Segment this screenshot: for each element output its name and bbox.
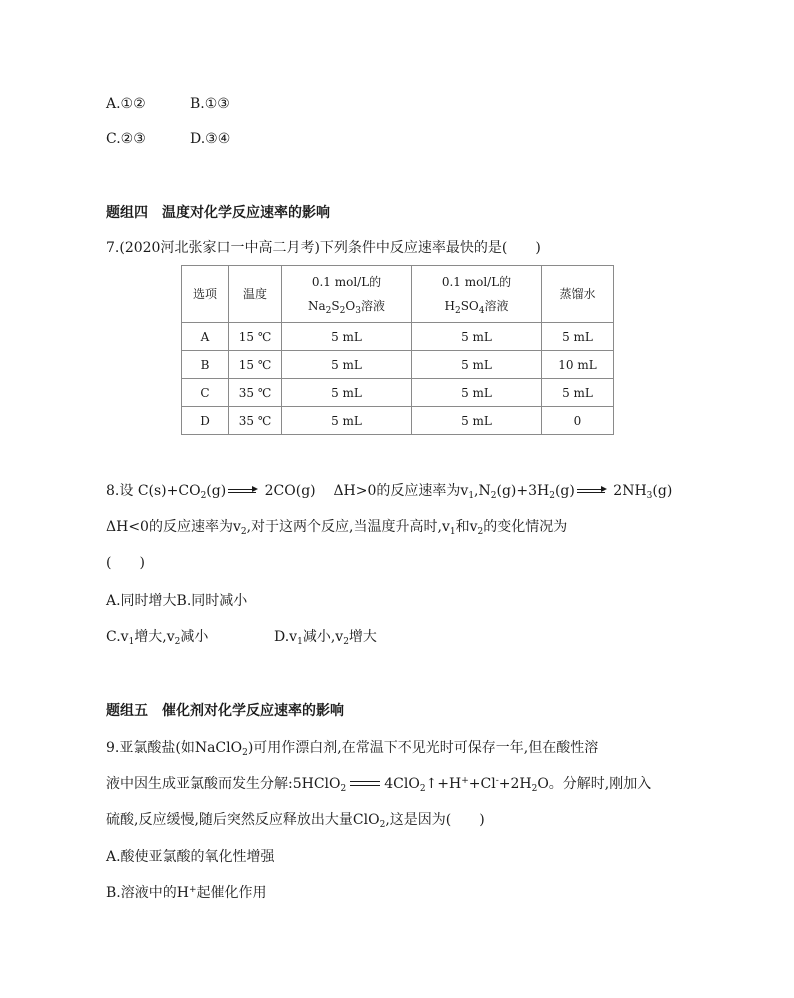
table-header-row (182, 266, 614, 323)
q8-option-c: $C.v_1$增大$,v_2$减小 (106, 629, 209, 647)
header-na2s2o3: 0.1 mol/L的 $Na_2S_2O_3$溶液 (282, 266, 412, 323)
q8-answer-paren: ( ) (106, 555, 145, 571)
q8-option-d: $D.v_1$减小$,v_2$增大 (274, 629, 377, 647)
reversible-arrow-icon (577, 486, 607, 496)
header-water: 蒸馏水 (542, 266, 614, 323)
q6-option-a: A.①② (106, 96, 146, 112)
section4-title: 题组四 温度对化学反应速率的影响 (106, 205, 330, 221)
q8-option-ab: A.同时增大B.同时减小 (106, 593, 248, 609)
q8-line-1: 8.设 $C(s)+CO_2(g)$ 2CO(g) ΔH>0的反应速率为$v_1,N_2(g)+3H_2(g)$ $2NH_3(g)$ (106, 483, 673, 501)
reaction-conditions-table (181, 265, 614, 435)
q9-option-a: A.酸使亚氯酸的氧化性增强 (106, 849, 275, 865)
q9-option-b: B.溶液中的H+起催化作用 (106, 885, 267, 901)
q9-line-1: 9.亚氯酸盐(如NaClO$_2$)可用作漂白剂,在常温下不见光时可保存一年,但在酸性溶 (106, 740, 599, 758)
q9-line-2: 液中因生成亚氯酸而发生分解:5HClO$_2$ $4ClO_2↑+H^++Cl^-+2H_2O$。分解时,刚加入 (106, 776, 652, 794)
table-row: B 15 ℃ 5 mL 5 mL 10 mL (182, 351, 614, 379)
q8-line-2: ΔH<0的反应速率为$v_2$,对于这两个反应,当温度升高时$,v_1$和$v_2$的变化情况为 (106, 519, 568, 537)
q6-option-d: D.③④ (190, 131, 231, 147)
q6-option-b: B.①③ (190, 96, 230, 112)
q6-options-row-2 (106, 129, 230, 149)
header-option: 选项 (182, 266, 229, 323)
q6-options-row-1 (106, 94, 230, 114)
table-row: A 15 ℃ 5 mL 5 mL 5 mL (182, 323, 614, 351)
q9-line-3: 硫酸,反应缓慢,随后突然反应释放出大量ClO$_2$,这是因为( ) (106, 812, 485, 830)
q7-stem: 7.(2020河北张家口一中高二月考)下列条件中反应速率最快的是( ) (106, 240, 541, 256)
reversible-arrow-icon (228, 486, 258, 496)
table-row: C 35 ℃ 5 mL 5 mL 5 mL (182, 379, 614, 407)
header-temperature: 温度 (229, 266, 282, 323)
q6-option-c: C.②③ (106, 131, 146, 147)
equals-sign-icon (350, 779, 380, 789)
header-h2so4: 0.1 mol/L的 $H_2SO_4$溶液 (412, 266, 542, 323)
table-row: D 35 ℃ 5 mL 5 mL 0 (182, 407, 614, 435)
q8-option-cd (106, 627, 377, 647)
section5-title: 题组五 催化剂对化学反应速率的影响 (106, 703, 344, 719)
